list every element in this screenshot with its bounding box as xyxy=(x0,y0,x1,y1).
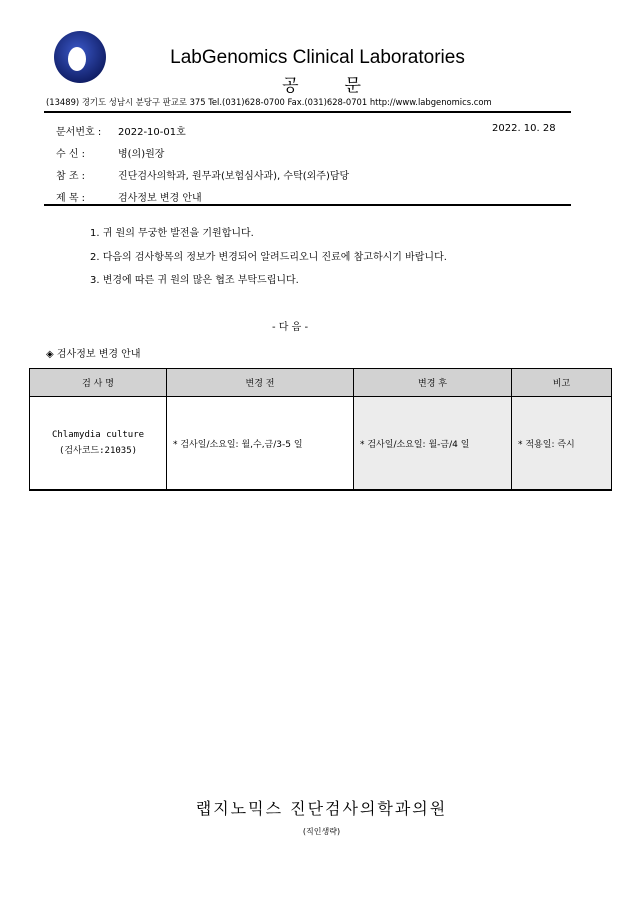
doc-number-row: 문서번호 : 2022-10-01호 xyxy=(56,127,186,138)
header-test-name: 검 사 명 xyxy=(30,369,167,397)
header-after: 변경 후 xyxy=(354,369,512,397)
company-name: LabGenomics Clinical Laboratories xyxy=(170,47,465,68)
header-rule xyxy=(44,111,571,113)
company-logo xyxy=(54,31,106,83)
issuer-name: 랩지노믹스 진단검사의학과의원 xyxy=(195,799,448,818)
test-code: (검사코드:21035) xyxy=(58,446,138,456)
header-before: 변경 전 xyxy=(167,369,354,397)
after-cell: * 검사일/소요일: 월-금/4 일 xyxy=(354,397,512,491)
following-marker: - 다 음 - xyxy=(272,322,309,333)
table-header-row xyxy=(30,369,612,397)
table-row xyxy=(30,397,612,491)
subject-row: 제 목 : 검사정보 변경 안내 xyxy=(56,193,202,204)
recipient-row: 수 신 : 병(의)원장 xyxy=(56,149,165,160)
test-name: Chlamydia culture xyxy=(51,430,145,440)
document-date: 2022. 10. 28 xyxy=(492,123,556,134)
subject-rule xyxy=(44,204,571,206)
test-name-cell xyxy=(30,397,167,491)
before-cell: * 검사일/소요일: 월,수,금/3-5 일 xyxy=(167,397,354,491)
note-cell: * 적용일: 즉시 xyxy=(512,397,612,491)
body-line-2: 2. 다음의 검사항목의 정보가 변경되어 알려드리오니 진료에 참고하시기 바랍니다. xyxy=(90,252,447,263)
change-table xyxy=(29,368,612,491)
company-address: (13489) 경기도 성남시 분당구 판교로 375 Tel.(031)628-0700 Fax.(031)628-0701 http://www.labgenomics.com xyxy=(46,97,492,107)
body-line-3: 3. 변경에 따른 귀 원의 많은 협조 부탁드립니다. xyxy=(90,275,299,286)
header-note: 비고 xyxy=(512,369,612,397)
document-kind: 공 문 xyxy=(282,76,361,96)
body-line-1: 1. 귀 원의 무궁한 발전을 기원합니다. xyxy=(90,228,254,239)
section-title: ◈ 검사정보 변경 안내 xyxy=(46,349,141,360)
seal-omitted: (직인생략) xyxy=(302,827,341,836)
reference-row: 참 조 : 진단검사의학과, 원무과(보험심사과), 수탁(외주)담당 xyxy=(56,171,350,182)
